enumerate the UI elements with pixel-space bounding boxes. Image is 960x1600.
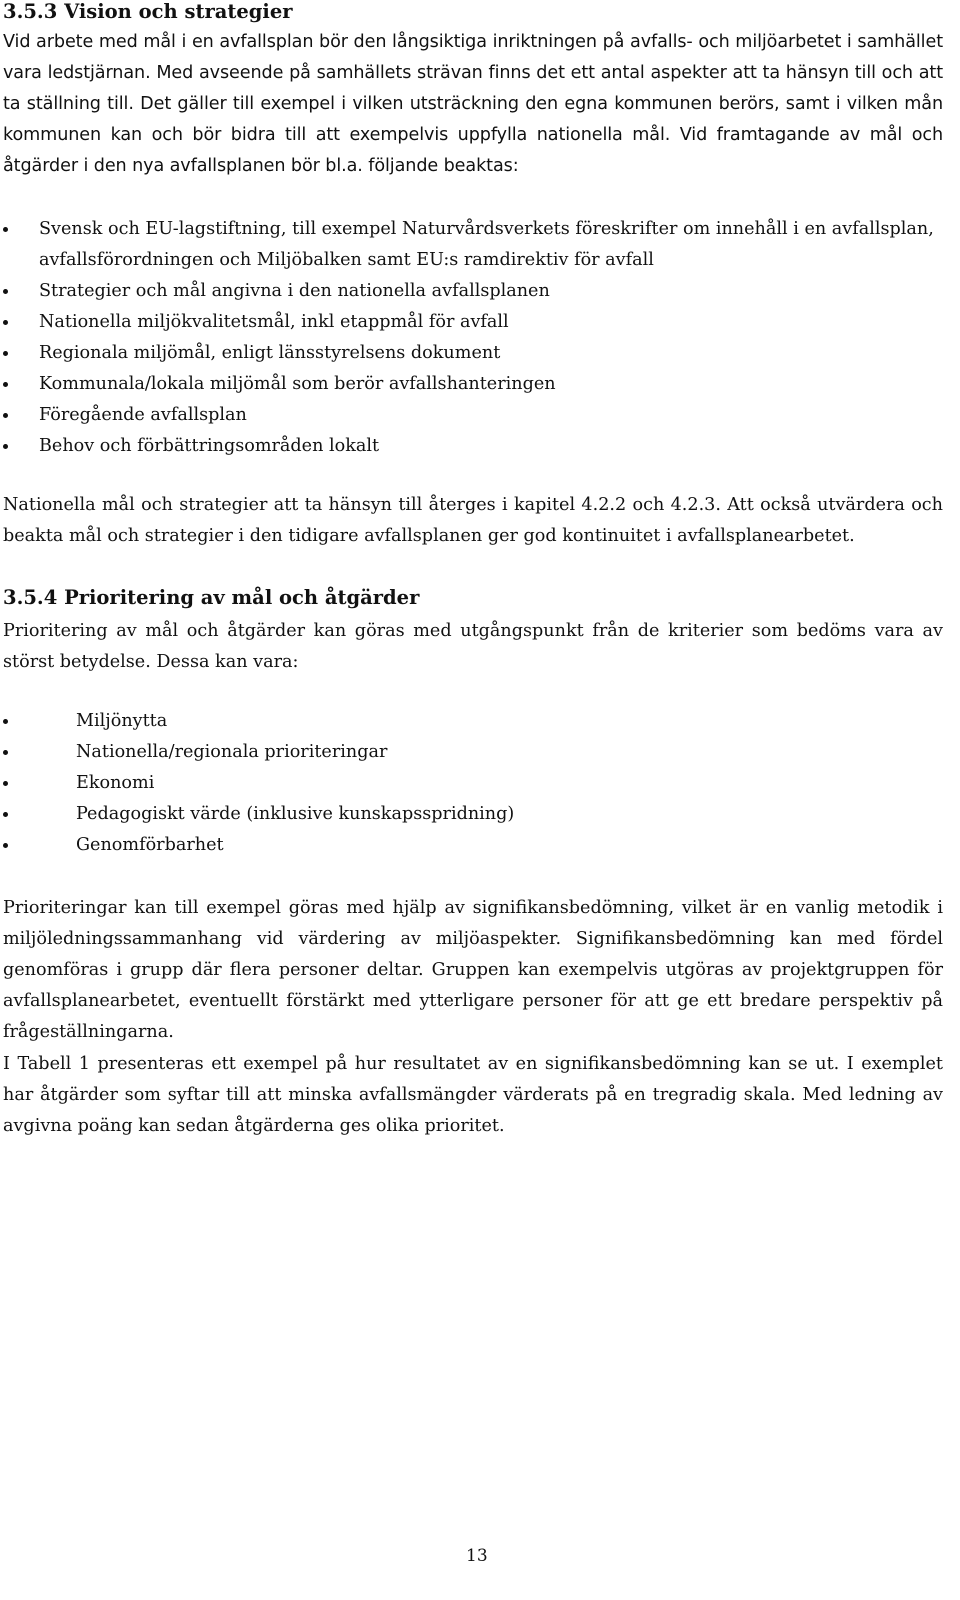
list-item: Strategier och mål angivna i den nationella avfallsplanen: [3, 276, 943, 307]
section-353-intro: Vid arbete med mål i en avfallsplan bör den långsiktiga inriktningen på avfalls- och miljöarbetet i samhället vara ledstjärnan. Med avseende på samhällets strävan finns det ett antal aspekter att ta hänsyn till och att ta ställning till. Det gäller till exempel i vilken utsträckning den egna kommunen berörs, samt i vilken mån kommunen kan och bör bidra till att exempelvis uppfylla nationella mål. Vid framtagande av mål och åtgärder i den nya avfallsplanen bör bl.a. följande beaktas:: [3, 32, 943, 176]
bullet-icon: [3, 781, 8, 786]
bullet-icon: [3, 413, 8, 418]
bullet-icon: [3, 227, 8, 232]
bullet-icon: [3, 351, 8, 356]
bullet-icon: [3, 382, 8, 387]
bullet-icon: [3, 750, 8, 755]
section-heading-353: 3.5.3 Vision och strategier: [3, 0, 293, 23]
list-item: Kommunala/lokala miljömål som berör avfallshanteringen: [3, 369, 943, 400]
list-item: Svensk och EU-lagstiftning, till exempel Naturvårdsverkets föreskrifter om innehåll i en avfallsplan, avfallsförordningen och Miljöbalken samt EU:s ramdirektiv för avfall: [3, 214, 943, 276]
bullet-icon: [3, 320, 8, 325]
considerations-list: [3, 214, 943, 462]
list-item: Pedagogiskt värde (inklusive kunskapsspridning): [3, 799, 943, 830]
section-354-paragraph-2: I Tabell 1 presenteras ett exempel på hur resultatet av en signifikansbedömning kan se ut. I exemplet har åtgärder som syftar till att minska avfallsmängder värderats på en tregradig skala. Med ledning av avgivna poäng kan sedan åtgärderna ges olika prioritet.: [3, 1054, 943, 1136]
page-number: 13: [466, 1546, 488, 1566]
list-item: Nationella/regionala prioriteringar: [3, 737, 943, 768]
list-item: Miljönytta: [3, 706, 943, 737]
bullet-icon: [3, 843, 8, 848]
list-item: Nationella miljökvalitetsmål, inkl etappmål för avfall: [3, 307, 943, 338]
section-heading-354: 3.5.4 Prioritering av mål och åtgärder: [3, 586, 420, 609]
section-354-intro: Prioritering av mål och åtgärder kan göras med utgångspunkt från de kriterier som bedöms vara av störst betydelse. Dessa kan vara:: [3, 621, 943, 672]
bullet-icon: [3, 719, 8, 724]
section-353-closing: Nationella mål och strategier att ta hänsyn till återges i kapitel 4.2.2 och 4.2.3. Att också utvärdera och beakta mål och strategier i den tidigare avfallsplanen ger god kontinuitet i avfallsplanearbetet.: [3, 495, 943, 546]
section-354-paragraph-1: Prioriteringar kan till exempel göras med hjälp av signifikansbedömning, vilket är en vanlig metodik i miljöledningssammanhang vid värdering av miljöaspekter. Signifikansbedömning kan med fördel genomföras i grupp där flera personer deltar. Gruppen kan exempelvis utgöras av projektgruppen för avfallsplanearbetet, eventuellt förstärkt med ytterligare personer för att ge ett bredare perspektiv på frågeställningarna.: [3, 898, 943, 1042]
bullet-icon: [3, 289, 8, 294]
bullet-icon: [3, 444, 8, 449]
list-item: Behov och förbättringsområden lokalt: [3, 431, 943, 462]
list-item: Regionala miljömål, enligt länsstyrelsens dokument: [3, 338, 943, 369]
bullet-icon: [3, 812, 8, 817]
list-item: Genomförbarhet: [3, 830, 943, 861]
criteria-list: [3, 706, 943, 861]
list-item: Ekonomi: [3, 768, 943, 799]
list-item: Föregående avfallsplan: [3, 400, 943, 431]
